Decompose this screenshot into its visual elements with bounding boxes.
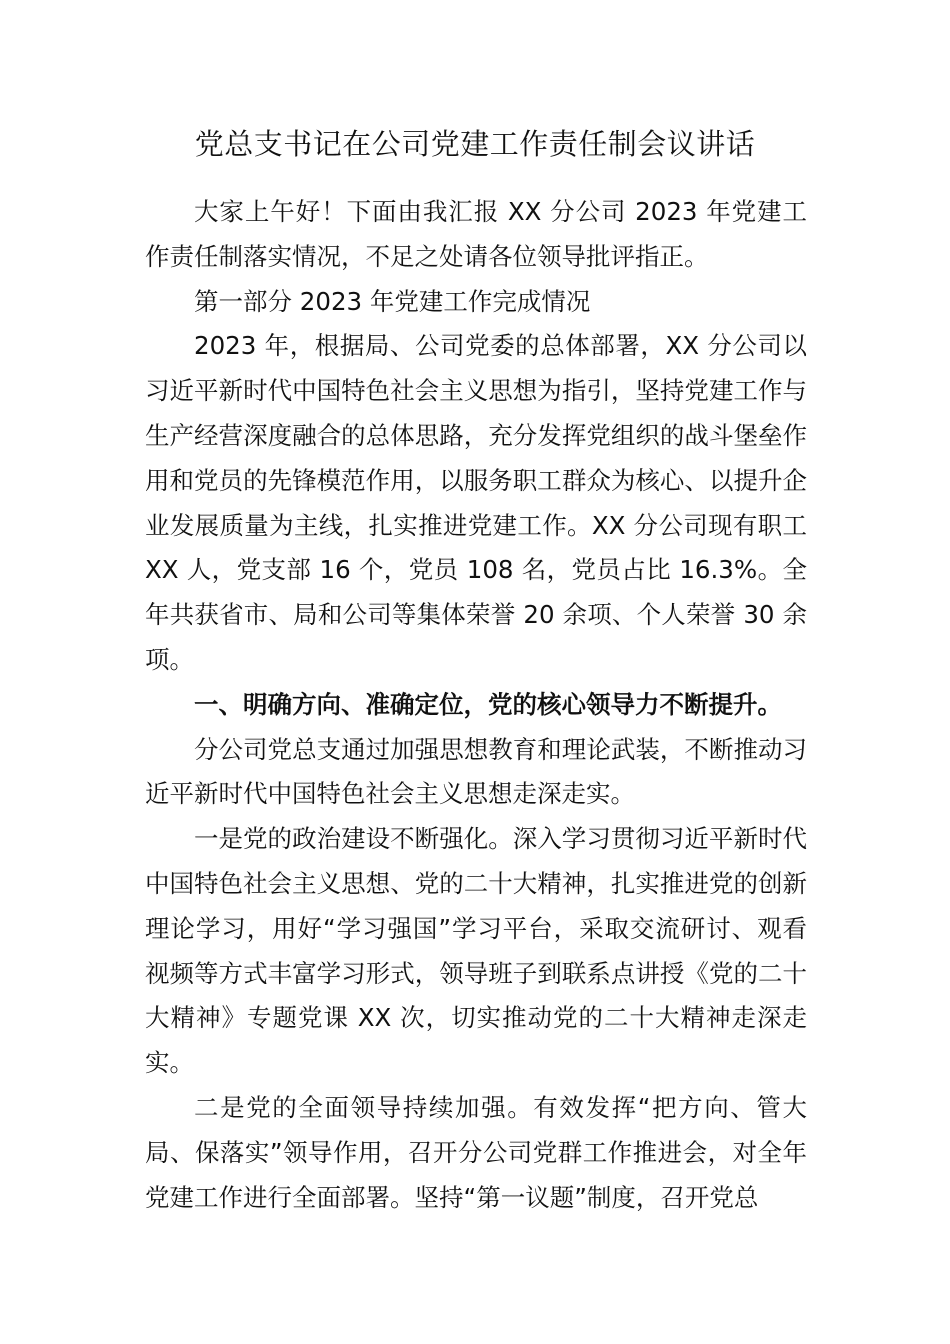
document-title: 党总支书记在公司党建工作责任制会议讲话 — [194, 127, 756, 161]
paragraph-greeting: 大家上午好！下面由我汇报 XX 分公司 2023 年党建工作责任制落实情况，不足之处请各位领导批评指正。 — [145, 197, 807, 271]
section-heading-one: 一、明确方向、准确定位，党的核心领导力不断提升。 — [194, 689, 782, 719]
paragraph-part-one-title: 第一部分 2023 年党建工作完成情况 — [194, 286, 591, 316]
document-body — [145, 190, 807, 1220]
paragraph-section-intro: 分公司党总支通过加强思想教育和理论武装，不断推动习近平新时代中国特色社会主义思想走深走实。 — [145, 734, 807, 809]
paragraph-political-building: 一是党的政治建设不断强化。深入学习贯彻习近平新时代中国特色社会主义思想、党的二十大精神，扎实推进党的创新理论学习，用好“学习强国”学习平台，采取交流研讨、观看视频等方式丰富学习形式，领导班子到联系点讲授《党的二十大精神》专题党课 XX 次，切实推动党的二十大精神走深走实。 — [145, 824, 807, 1078]
paragraph-overview: 2023 年，根据局、公司党委的总体部署，XX 分公司以习近平新时代中国特色社会主义思想为指引，坚持党建工作与生产经营深度融合的总体思路，充分发挥党组织的战斗堡垒作用和党员的先锋模范作用，以服务职工群众为核心、以提升企业发展质量为主线，扎实推进党建工作。XX 分公司现有职工 XX 人，党支部 16 个，党员 108 名，党员占比 16.3%。全年共获省市、局和公司等集体荣誉 20 余项、个人荣誉 30 余项。 — [145, 331, 807, 674]
paragraph-overall-leadership: 二是党的全面领导持续加强。有效发挥“把方向、管大局、保落实”领导作用，召开分公司党群工作推进会，对全年党建工作进行全面部署。坚持“第一议题”制度，召开党总 — [145, 1092, 807, 1212]
